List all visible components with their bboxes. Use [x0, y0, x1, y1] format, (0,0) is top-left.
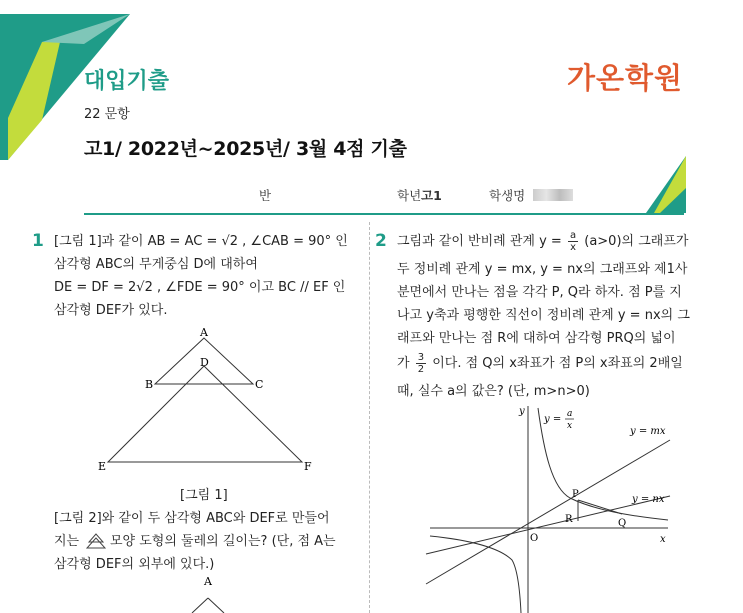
category-title: 대입기출 — [84, 69, 170, 94]
y-axis-label: y — [519, 406, 525, 417]
q2-fraction-a-x: $\frac{a}{x}$ — [569, 230, 577, 253]
line-nx-label: y = nx — [632, 494, 665, 505]
segment-PQ — [578, 500, 622, 514]
label-A: A — [200, 326, 208, 339]
shape-icon — [86, 533, 106, 549]
curve-label: y = — [544, 414, 562, 425]
question-count: 22 문항 — [84, 107, 130, 122]
hyperbola-q3 — [430, 536, 521, 613]
q2-line-1a: 그림과 같이 반비례 관계 y = — [397, 234, 562, 249]
label-A-fig2: A — [204, 575, 212, 588]
q2-line-7: 때, 실수 a의 값은? (단, m>n>0) — [397, 384, 590, 399]
q2-line-1 — [397, 230, 688, 254]
question-1-number: 1 — [32, 231, 44, 251]
page-title: 고1/ 2022년~2025년/ 3월 4점 기출 — [84, 138, 407, 160]
header-corner-decoration — [646, 156, 686, 213]
point-R-label: R — [565, 514, 573, 525]
point-P-label: P — [572, 489, 579, 500]
grade-value: 고1 — [421, 188, 442, 203]
label-E: E — [98, 460, 107, 473]
origin-label: O — [530, 533, 539, 544]
q1-line-4: 삼각형 DEF가 있다. — [54, 303, 168, 318]
curve-label-num: a — [567, 409, 573, 419]
academy-logo: 가온학원 — [567, 61, 684, 95]
figure-1-caption: [그림 1] — [180, 488, 228, 503]
q2-fraction-3-2: $\frac{3}{2}$ — [417, 352, 425, 375]
q2-line-2: 두 정비례 관계 y = mx, y = nx의 그래프와 제1사 — [397, 262, 688, 277]
q2-line-1b: (a>0)의 그래프가 — [584, 234, 689, 249]
class-label: 반 — [259, 188, 272, 203]
q2-line-6a: 가 — [397, 356, 410, 371]
q2-line-3: 분면에서 만나는 점을 각각 P, Q라 하자. 점 P를 지 — [397, 285, 682, 300]
q1-line-6b: 모양 도형의 둘레의 길이는? (단, 점 A는 — [110, 534, 336, 549]
label-F: F — [304, 460, 312, 473]
student-name-redacted — [533, 189, 573, 201]
header-rule — [84, 213, 684, 215]
curve-label-den: x — [567, 421, 573, 431]
q2-line-4: 나고 y축과 평행한 직선이 정비례 관계 y = nx의 그 — [397, 308, 690, 323]
question-2-number: 2 — [375, 231, 387, 251]
q2-line-5: 래프와 만나는 점 R에 대하여 삼각형 PRQ의 넓이 — [397, 331, 676, 346]
label-D: D — [200, 356, 209, 369]
student-label: 학생명 — [489, 188, 526, 203]
q2-line-6 — [397, 352, 683, 376]
q1-line-7: 삼각형 DEF의 외부에 있다.) — [54, 557, 215, 572]
point-Q-label: Q — [618, 518, 627, 529]
x-axis-label: x — [660, 534, 666, 545]
line-mx-label: y = mx — [630, 426, 666, 437]
label-B: B — [145, 378, 154, 391]
q2-line-6b: 이다. 점 Q의 x좌표가 점 P의 x좌표의 2배일 — [432, 356, 683, 371]
label-C: C — [255, 378, 264, 391]
q1-line-6a: 지는 — [54, 534, 80, 549]
q1-line-5: [그림 2]와 같이 두 삼각형 ABC와 DEF로 만들어 — [54, 511, 330, 526]
q1-line-1: [그림 1]과 같이 AB = AC = √2 , ∠CAB = 90° 인 — [54, 234, 348, 249]
q1-figure-2-partial — [170, 574, 250, 613]
q1-figure-1 — [90, 322, 330, 478]
q1-line-3: DE = DF = 2√2 , ∠FDE = 90° 이고 BC // EF 인 — [54, 280, 346, 295]
q1-line-2: 삼각형 ABC의 무게중심 D에 대하여 — [54, 257, 258, 272]
q2-graph — [420, 402, 676, 613]
column-divider — [369, 222, 370, 613]
grade-label: 학년 — [397, 188, 422, 203]
